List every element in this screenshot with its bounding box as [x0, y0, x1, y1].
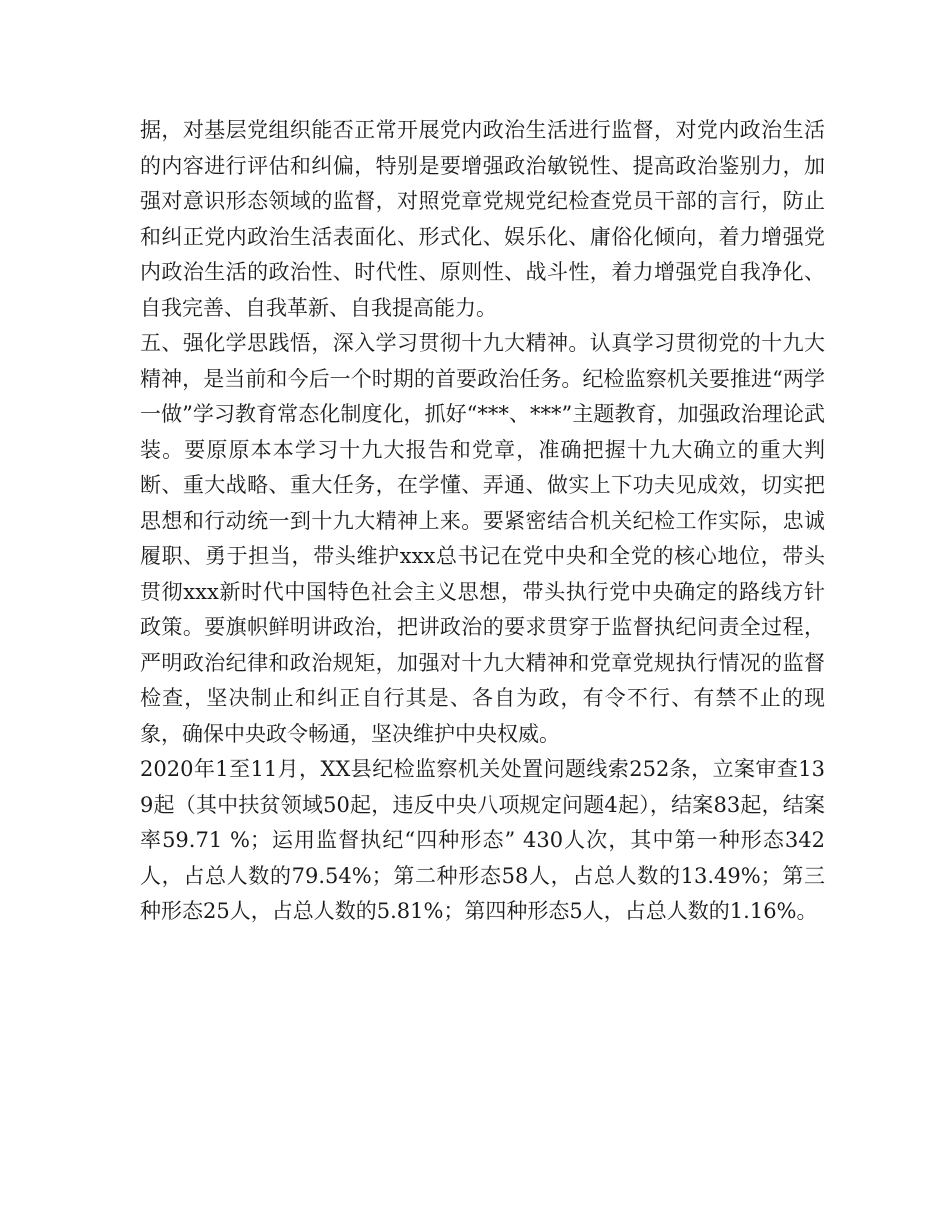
paragraph-statistics: 2020年1至11月，XX县纪检监察机关处置问题线索252条，立案审查139起（其中扶贫领域50起，违反中央八项规定问题4起），结案83起，结案率59.71 %；运用监督执纪“四种形态” 430人次，其中第一种形态342人，占总人数的79.54%；第二种形态58人，占总人数的13.49%；第三种形态25人，占总人数的5.81%；第四种形态5人，占总人数的1.16%。 — [140, 757, 825, 923]
paragraph-section-five: 五、强化学思践悟，深入学习贯彻十九大精神。认真学习贯彻党的十九大精神，是当前和今后一个时期的首要政治任务。纪检监察机关要推进“两学一做”学习教育常态化制度化，抓好“***、***”主题教育，加强政治理论武装。要原原本本学习十九大报告和党章，准确把握十九大确立的重大判断、重大战略、重大任务，在学懂、弄通、做实上下功夫见成效，切实把思想和行动统一到十九大精神上来。要紧密结合机关纪检工作实际，忠诚履职、勇于担当，带头维护xxx总书记在党中央和全党的核心地位，带头贯彻xxx新时代中国特色社会主义思想，带头执行党中央确定的路线方针政策。要旗帜鲜明讲政治，把讲政治的要求贯穿于监督执纪问责全过程，严明政治纪律和政治规矩，加强对十九大精神和党章党规执行情况的监督检查，坚决制止和纠正自行其是、各自为政，有令不行、有禁不止的现象，确保中央政令畅通，坚决维护中央权威。 — [140, 331, 825, 746]
document-body — [140, 113, 825, 930]
paragraph-intra-party-supervision: 据，对基层党组织能否正常开展党内政治生活进行监督，对党内政治生活的内容进行评估和纠偏，特别是要增强政治敏锐性、提高政治鉴别力，加强对意识形态领域的监督，对照党章党规党纪检查党员干部的言行，防止和纠正党内政治生活表面化、形式化、娱乐化、庸俗化倾向，着力增强党内政治生活的政治性、时代性、原则性、战斗性，着力增强党自我净化、自我完善、自我革新、自我提高能力。 — [140, 118, 825, 320]
